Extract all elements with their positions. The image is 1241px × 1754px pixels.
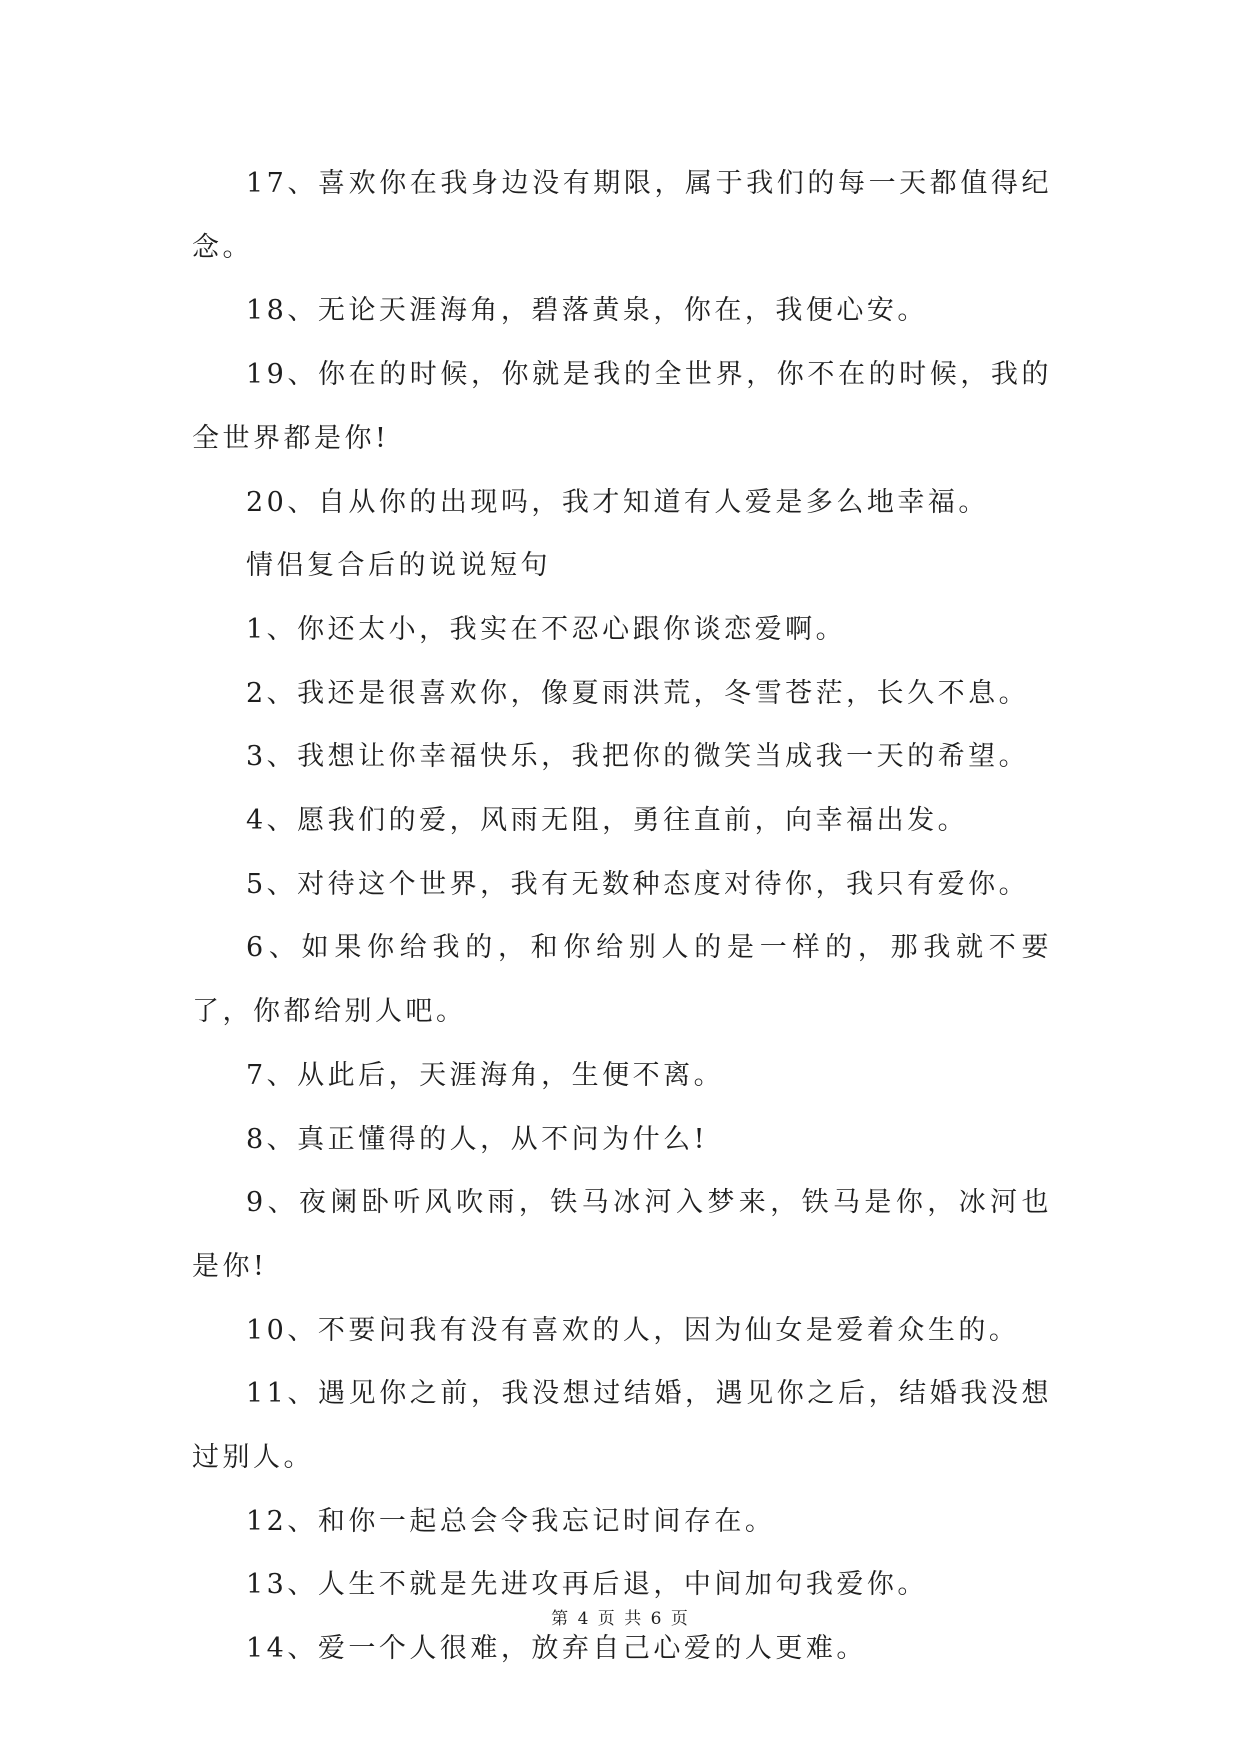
- page-footer: [0, 1604, 1241, 1629]
- paragraph-19: 19、你在的时候，你就是我的全世界，你不在的时候，我的全世界都是你!: [192, 359, 1052, 454]
- list-item-2: 2、我还是很喜欢你，像夏雨洪荒，冬雪苍茫，长久不息。: [246, 677, 1030, 709]
- paragraph-18: 18、无论天涯海角，碧落黄泉，你在，我便心安。: [246, 295, 928, 327]
- list-item-14: 14、爱一个人很难，放弃自己心爱的人更难。: [246, 1633, 867, 1665]
- page-number: 第 4 页 共 6 页: [551, 1609, 690, 1629]
- list-item-12: 12、和你一起总会令我忘记时间存在。: [246, 1505, 776, 1537]
- list-item-9: 9、夜阑卧听风吹雨，铁马冰河入梦来，铁马是你，冰河也是你!: [192, 1187, 1052, 1282]
- document-body: [192, 152, 1052, 1681]
- list-item-5: 5、对待这个世界，我有无数种态度对待你，我只有爱你。: [246, 868, 1030, 900]
- list-item-10: 10、不要问我有没有喜欢的人，因为仙女是爱着众生的。: [246, 1314, 1020, 1346]
- list-item-6: 6、如果你给我的，和你给别人的是一样的，那我就不要了，你都给别人吧。: [192, 932, 1052, 1028]
- list-item-8: 8、真正懂得的人，从不问为什么!: [246, 1123, 709, 1155]
- section-heading: 情侣复合后的说说短句: [246, 550, 551, 582]
- list-item-11: 11、遇见你之前，我没想过结婚，遇见你之后，结婚我没想过别人。: [192, 1378, 1052, 1474]
- list-item-13: 13、人生不就是先进攻再后退，中间加句我爱你。: [246, 1569, 928, 1601]
- list-item-1: 1、你还太小，我实在不忍心跟你谈恋爱啊。: [246, 613, 847, 645]
- list-item-7: 7、从此后，天涯海角，生便不离。: [246, 1059, 725, 1091]
- list-item-3: 3、我想让你幸福快乐，我把你的微笑当成我一天的希望。: [246, 741, 1030, 773]
- paragraph-20: 20、自从你的出现吗，我才知道有人爱是多么地幸福。: [246, 486, 989, 518]
- paragraph-17: 17、喜欢你在我身边没有期限，属于我们的每一天都值得纪念。: [192, 168, 1052, 263]
- list-item-4: 4、愿我们的爱，风雨无阻，勇往直前，向幸福出发。: [246, 805, 969, 837]
